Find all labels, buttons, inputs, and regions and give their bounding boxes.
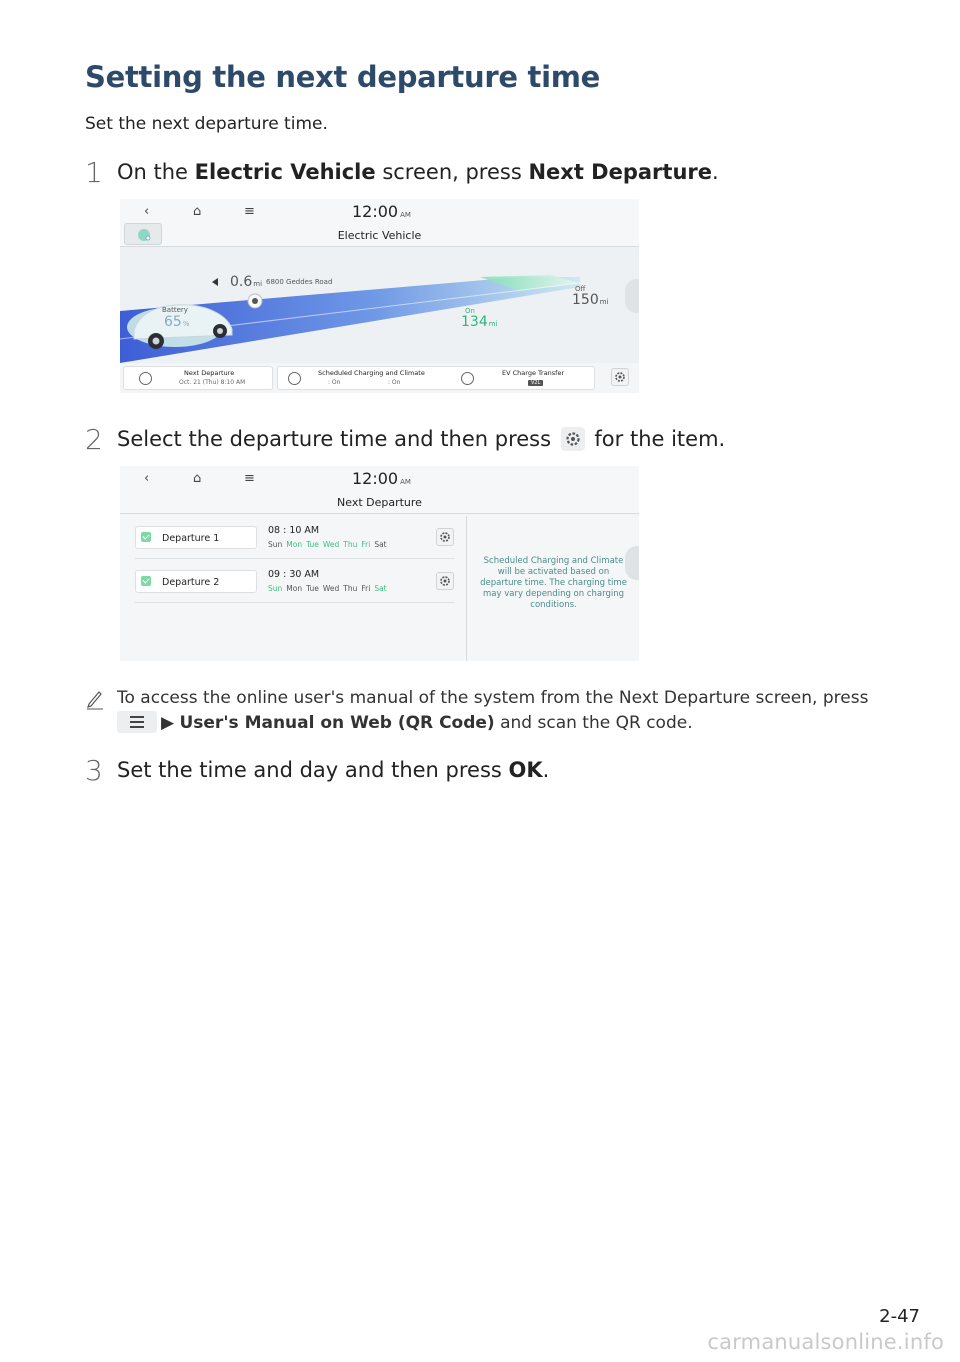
next-departure-button[interactable]: Next Departure Oct. 21 (Thu) 8:10 AM bbox=[123, 366, 273, 390]
range-on-label: On bbox=[465, 307, 475, 315]
departure-2-days: Sun Mon Tue Wed Thu Fri Sat bbox=[268, 584, 387, 593]
divider bbox=[135, 602, 455, 603]
scheduled-charging-button[interactable]: Scheduled Charging and Climate bbox=[318, 369, 425, 377]
menu-icon[interactable]: ≡ bbox=[244, 204, 255, 219]
departure-1-settings-button[interactable] bbox=[436, 528, 454, 546]
departure-1-time: 08 : 10 AM bbox=[268, 525, 320, 536]
departure-1-days: Sun Mon Tue Wed Thu Fri Sat bbox=[268, 540, 387, 549]
clock: 12:00 AM bbox=[352, 469, 411, 488]
pencil-note-icon bbox=[86, 688, 104, 710]
intro-text: Set the next departure time. bbox=[85, 114, 328, 134]
v2l-badge: V2L bbox=[528, 380, 543, 386]
clock-icon bbox=[288, 372, 301, 385]
checkbox-icon[interactable] bbox=[141, 576, 151, 586]
ev-charge-transfer-button[interactable]: EV Charge Transfer bbox=[502, 369, 565, 377]
step-2: 2 Select the departure time and then press for the item. bbox=[85, 423, 726, 456]
lock-icon bbox=[139, 372, 152, 385]
top-bar bbox=[120, 199, 639, 247]
bottom-bar bbox=[120, 363, 639, 393]
side-panel-handle[interactable] bbox=[625, 279, 639, 313]
road-name: 6800 Geddes Road bbox=[266, 278, 333, 286]
back-icon[interactable]: ‹ bbox=[144, 204, 150, 219]
screen-title: Next Departure bbox=[337, 496, 422, 509]
step-number: 2 bbox=[85, 423, 103, 456]
back-icon[interactable]: ‹ bbox=[144, 471, 150, 486]
distance-readout: 0.6mi bbox=[230, 274, 263, 290]
step-number: 1 bbox=[85, 156, 103, 189]
battery-readout: 65% bbox=[164, 314, 190, 330]
screen-title: Electric Vehicle bbox=[337, 229, 422, 242]
side-panel-handle[interactable] bbox=[625, 546, 639, 580]
gear-icon bbox=[614, 371, 626, 383]
gear-icon bbox=[561, 427, 585, 451]
range-off-value: 150mi bbox=[572, 292, 609, 308]
departure-2-settings-button[interactable] bbox=[436, 572, 454, 590]
page-number: 2-47 bbox=[879, 1306, 920, 1327]
departure-1-toggle[interactable]: Departure 1 bbox=[135, 526, 257, 549]
info-message: Scheduled Charging and Climate will be activated based on departure time. The charging time may vary depending on charging conditions. bbox=[480, 556, 627, 610]
gear-icon bbox=[439, 575, 451, 587]
home-icon[interactable]: ⌂ bbox=[193, 471, 202, 486]
departure-2-time: 09 : 30 AM bbox=[268, 569, 320, 580]
settings-button[interactable] bbox=[611, 368, 629, 386]
divider bbox=[135, 558, 455, 559]
home-icon[interactable]: ⌂ bbox=[193, 204, 202, 219]
range-on-value: 134mi bbox=[461, 314, 498, 330]
checkbox-icon[interactable] bbox=[141, 532, 151, 542]
menu-icon[interactable]: ≡ bbox=[244, 471, 255, 486]
menu-icon bbox=[117, 711, 157, 733]
page-title: Setting the next departure time bbox=[85, 60, 600, 94]
gear-icon bbox=[439, 531, 451, 543]
road-graphic bbox=[120, 247, 639, 363]
note: To access the online user's manual of the system from the Next Departure screen, press ▶ User's Manual on Web (QR Code) and scan the QR code. bbox=[117, 688, 869, 733]
top-bar bbox=[120, 466, 639, 514]
route-visualization bbox=[120, 247, 639, 363]
departure-2-toggle[interactable]: Departure 2 bbox=[135, 570, 257, 593]
step-number: 3 bbox=[85, 754, 103, 787]
departure-list bbox=[120, 516, 466, 661]
step-1: 1 On the Electric Vehicle screen, press Next Departure. bbox=[85, 156, 719, 189]
info-pane bbox=[466, 516, 639, 661]
watermark: carmanualsonline.info bbox=[707, 1330, 944, 1354]
range-off-label: Off bbox=[575, 285, 586, 293]
battery-label: Battery bbox=[162, 306, 188, 314]
step-3: 3 Set the time and day and then press OK. bbox=[85, 754, 550, 787]
clock: 12:00 AM bbox=[352, 202, 411, 221]
charging-panel: Scheduled Charging and Climate : On : On EV Charge Transfer V2L bbox=[277, 366, 595, 390]
charge-icon bbox=[461, 372, 474, 385]
electric-vehicle-screen bbox=[120, 199, 639, 393]
next-departure-screen bbox=[120, 466, 639, 661]
